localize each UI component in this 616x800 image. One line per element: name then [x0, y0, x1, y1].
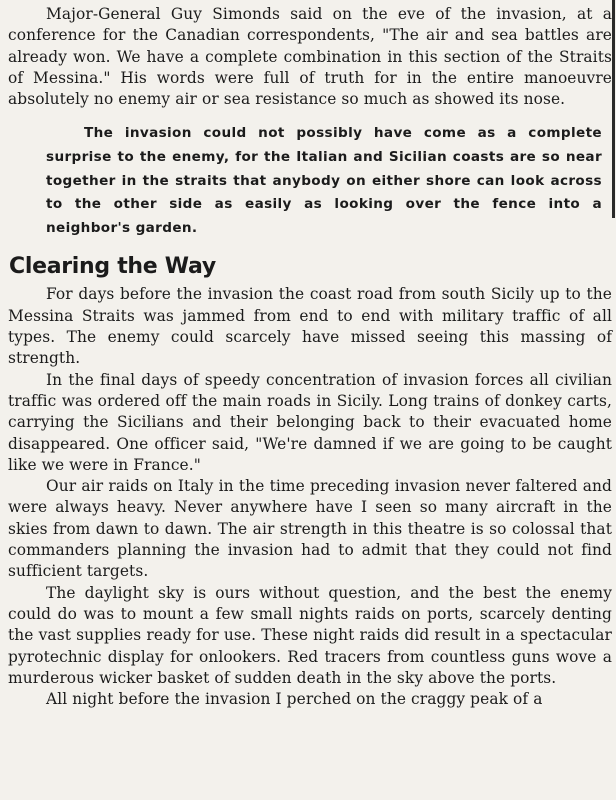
- column-rule: [612, 0, 615, 218]
- paragraph-daylight-sky: The daylight sky is ours without question, and the best the enemy could do was to mount a few small nights raids on ports, scarcely denting the vast supplies ready for use. These night raids did result in a spectacular pyrotechnic display for onlookers. Red tracers from countless guns wove a murderous wicker basket of sudden death in the sky above the ports.: [8, 583, 612, 687]
- paragraph-coast-road: For days before the invasion the coast road from south Sicily up to the Messina Straits was jammed from end to end with military traffic of all types. The enemy could scarcely have missed seeing this massing of strength.: [8, 285, 612, 368]
- pullquote: The invasion could not possibly have come as a complete surprise to the enemy, for the Italian and Sicilian coasts are so near together in the straits that anybody on either shore can look across to the other side as easily as looking over the fence into a neighbor's garden.: [46, 125, 602, 236]
- paragraph-night-before: All night before the invasion I perched on the craggy peak of a: [46, 690, 543, 709]
- paragraph-air-raids: Our air raids on Italy in the time preceding invasion never faltered and were always heavy. Never anywhere have I seen so many aircraft in the skies from dawn to dawn. The air strength in this theatre is so colossal that commanders planning the invasion had to admit that they could not find sufficient targets.: [8, 477, 612, 581]
- subheading: Clearing the Way: [9, 254, 216, 280]
- paragraph-civilian-traffic: In the final days of speedy concentration of invasion forces all civilian traffic was ordered off the main roads in Sicily. Long trains of donkey carts, carrying the Sicilians and their belonging back to their evacuated home disappeared. One officer said, "We're damned if we are going to be caught like we were in France.": [8, 370, 612, 474]
- paragraph-simonds-quote: Major-General Guy Simonds said on the eve of the invasion, at a conference for the Canadian correspondents, "The air and sea battles are already won. We have a complete combination in this section of the Straits of Messina." His words were full of truth for in the entire manoeuvre absolutely no enemy air or sea resistance so much as showed its nose.: [8, 5, 612, 109]
